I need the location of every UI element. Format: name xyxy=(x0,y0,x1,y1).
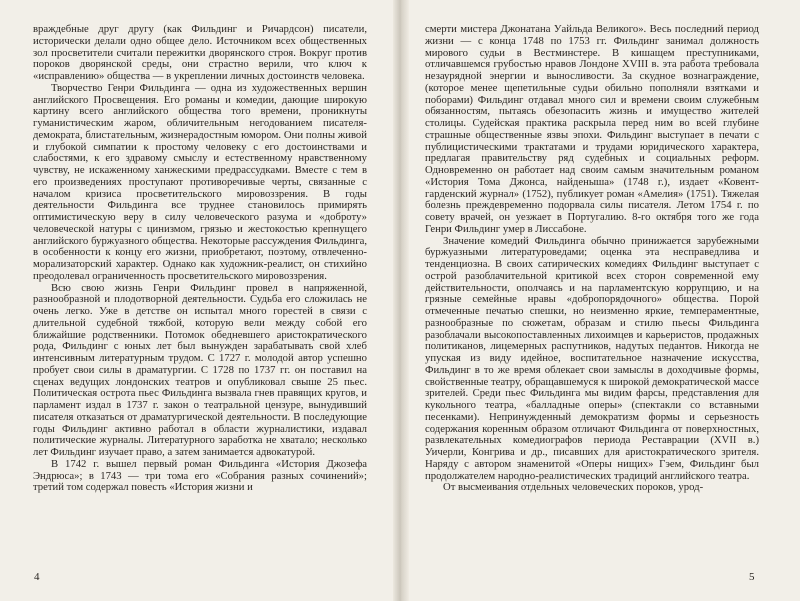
left-page-number: 4 xyxy=(34,571,40,583)
left-paragraph-3: Всю свою жизнь Генри Фильдинг провел в напряженной, разнообразной и плодотворной деятельности. Судьба его сложилась не очень легко. Уже в детстве он испытал много горестей в связи с длительной судебной тяжбой, которую вели между собой его ближайшие родственники. Потомок обедневшего аристократического рода, Фильдинг с юных лет был вынужден зарабатывать свой хлеб интенсивным литературным трудом. С 1727 г. молодой автор успешно пробует свои силы в драматургии. С 1728 по 1737 гг. он поставил на сценах ведущих лондонских театров и опубликовал свыше 25 пьес. Политическая острота пьес Фильдинга вызвала гнев правящих кругов, и парламент издал в 1737 г. закон о театральной цензуре, вынудивший писателя отказаться от драматургической деятельности. В последующие годы Фильдинг активно работал в области журналистики, издавал политические журналы. Литературного заработка не хватало; несколько лет Фильдинг изучает право, а затем занимается адвокатурой. xyxy=(33,281,367,458)
right-paragraph-2: Значение комедий Фильдинга обычно принижается зарубежными буржуазными литературоведами; оценка эта несправедлива и тенденциозна. В своих сатирических комедиях Фильдинг выступает с острой разоблачительной критикой всех сторон современной ему действительности, ополчаясь и на парламентскую коррупцию, и на грязные семейные нравы «добропорядочного» общества. Порой отмеченные печатью спешки, но неизменно яркие, темпераментные, разнообразные по сюжетам, образам и стилю пьесы Фильдинга разоблачали высокопоставленных лихоимцев и карьеристов, продажных политиканов, лицемерных распутников, надутых педантов. Никогда не упуская из виду идейное, воспитательное назначение искусства, Фильдинг в то же время облекает свои замыслы в доходчивые формы, свойственные театру, обращавшемуся к широкой демократической массе зрителей. Среди пьес Фильдинга мы видим фарсы, представления для кукольного театра, «балладные оперы» (спектакли со вставными песенками). Непринужденный демократизм формы и серьезность содержания коренным образом отличают Фильдинга от поверхностных, развлекательных комедиографов периода Реставрации (XVII в.) Уичерли, Конгрива и др., писавших для аристократического зрителя. Наряду с автором знаменитой «Оперы нищих» Гэем, Фильдинг был продолжателем народно-реалистических традиций английского театра. xyxy=(425,234,759,482)
left-paragraph-1: враждебные друг другу (как Фильдинг и Ричардсон) писатели, исторически делали одно общее дело. Источником всех общественных зол просветители считали пережитки дворянского строя. Вокруг против пороков дворянской среды, они страстно верили, что ключ к «исправлению» общества — в укреплении личных достоинств человека. xyxy=(33,24,367,82)
right-paragraph-3: От высмеивания отдельных человеческих пороков, урод- xyxy=(443,481,704,494)
book-gutter xyxy=(393,0,409,601)
left-page xyxy=(33,24,367,584)
right-paragraph-1: смерти мистера Джонатана Уайльда Великого». Весь последний период жизни — с конца 1748 по 1753 гг. Фильдинг занимал должность мирового судьи в Вестминстере. В кишащем преступниками, отличавшемся грубостью нравов Лондоне XVIII в. эта работа требовала незаурядной энергии и выносливости. За скудное вознаграждение, (которое менее щепетильные судьи обильно пополняли взятками и поборами) Фильдинг отдавал много сил и времени своим служебным обязанностям, пытаясь обезопасить жизнь и имущество жителей столицы. Судейская практика раскрыла перед ним во всей глубине страшные общественные язвы эпохи. Фильдинг выступает в печати с публицистическими трактатами и трудами юридического характера, предлагая правительству ряд судебных и социальных реформ. Одновременно он работает над своим самым значительным романом «История Тома Джонса, найденыша» (1748 г.), издает «Ковент-гарденский журнал» (1752), публикует роман «Амелия» (1751). Тяжелая болезнь преждевременно подорвала силы писателя. Летом 1754 г. по совету врачей, он уезжает в Португалию. 8-го октября того же года Генри Фильдинг умер в Лиссабоне. xyxy=(425,24,759,235)
left-paragraph-2: Творчество Генри Фильдинга — одна из художественных вершин английского Просвещения. Его романы и комедии, дающие широкую картину всего английского общества того времени, проникнуты гуманистическим жаром, обличительным негодованием писателя-демократа, блистательным, жизнерадостным юмором. Они полны живой и глубокой симпатии к простому человеку с его достоинствами и слабостями, к его здравому смыслу и естественному нравственному чувству, не искаженному ханжескими предрассудками. Вместе с тем в его произведениях проступают противоречивые черты, связанные с началом кризиса просветительского мировоззрения. В годы деятельности Фильдинга все труднее становилось примирять оптимистическую веру в силу человеческого разума и «доброту» человеческой натуры с цинизмом, грязью и жестокостью крепнущего английского буржуазного общества. Некоторые рассуждения Фильдинга, в особенности к концу его жизни, приобретают, поэтому, отвлеченно-морализаторский характер. Однако как художник-реалист, он стихийно преодолевал ограниченность просветительского мировоззрения. xyxy=(33,81,367,282)
right-page-number: 5 xyxy=(749,571,755,583)
right-page xyxy=(425,24,759,584)
left-paragraph-4: В 1742 г. вышел первый роман Фильдинга «История Джозефа Эндрюса»; в 1743 — три тома его «Собрания разных сочинений»; третий том содержал повесть «История жизни и xyxy=(33,457,367,494)
